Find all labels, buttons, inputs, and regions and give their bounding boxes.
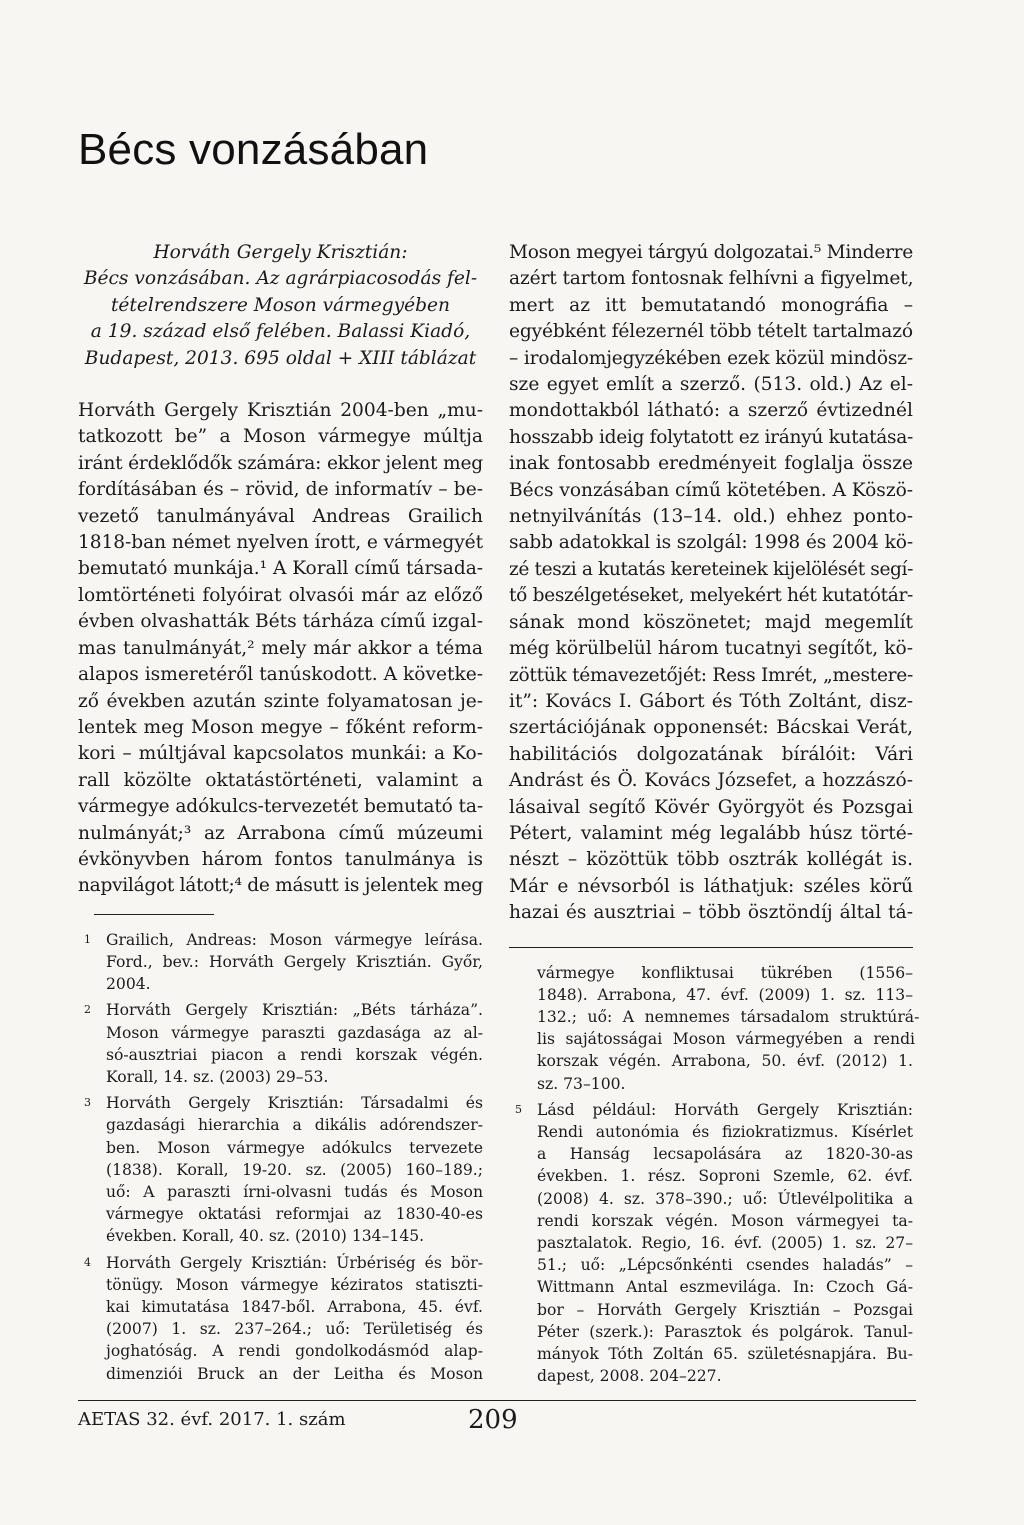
text-line: 1818-ban német nyelven írott, e vármegyét <box>78 532 483 554</box>
footnote-line: Horváth Gergely Krisztián: Társadalmi és <box>106 1094 483 1113</box>
footnote-line: só-ausztriai piacon a rendi korszak végén. <box>106 1045 483 1064</box>
footnote-line: Horváth Gergely Krisztián: Úrbériség és bör- <box>106 1253 483 1272</box>
text-line: sze egyet említ a szerző. (513. old.) Az el- <box>509 374 913 396</box>
footnote-line: pasztalatok. Regio, 16. évf. (2005) 1. sz. 27– <box>537 1234 913 1252</box>
footnote-number: 2 <box>84 1003 91 1017</box>
footnote-number: 3 <box>84 1096 91 1110</box>
text-line: zöttük témavezetőjét: Ress Imrét, „mestere- <box>509 664 913 686</box>
text-line: – irodalomjegyzékében ezek közül mindösz- <box>509 347 913 369</box>
text-line: fordításában és – rövid, de informatív – be- <box>78 479 483 501</box>
footnote-line: joghatóság. A rendi gondolkodásmód alap- <box>106 1342 483 1361</box>
footnote-line: 51.; uő: „Lépcsőnkénti csendes haladás” – <box>537 1256 913 1275</box>
footnote <box>78 1252 483 1385</box>
footnote-line: 132.; uő: A nemnemes társadalom struktúrá- <box>537 1007 920 1026</box>
footnote-line: Korall, 14. sz. (2003) 29–53. <box>106 1067 329 1086</box>
footnote-line: vármegye oktatási reformjai az 1830-40-es <box>106 1205 483 1224</box>
text-line: Andrást és Ö. Kovács Józsefet, a hozzászó- <box>509 770 913 792</box>
footnote-continuation <box>509 962 920 1095</box>
text-line: sának mond köszönetet; majd megemlít <box>509 611 913 633</box>
journal-info: AETAS 32. évf. 2017. 1. szám <box>78 1409 346 1430</box>
text-line: vármegye adókulcs-tervezetét bemutató ta- <box>78 796 483 818</box>
text-line: kori – múltjával kapcsolatos munkái: a Ko- <box>78 743 483 765</box>
citation-line: tételrendszere Moson vármegyében <box>110 294 451 316</box>
citation-line: Bécs vonzásában. Az agrárpiacosodás fel- <box>83 268 478 290</box>
text-line: szertációjának opponensét: Bácskai Verát, <box>509 717 913 739</box>
footnote-line: sz. 73–100. <box>537 1074 626 1093</box>
page-number: 209 <box>468 1405 518 1435</box>
footnote <box>509 1099 913 1388</box>
text-line: még körülbelül három tucatnyi segítőt, kö- <box>509 638 913 660</box>
text-line: mert az itt bemutatandó monográfia – <box>509 294 913 316</box>
footnote-line: Wittmann Antal eszmevilága. In: Czoch Gá- <box>537 1278 913 1297</box>
footnote-number: 4 <box>84 1255 91 1269</box>
footnote <box>78 929 483 996</box>
text-line: rall közölte oktatástörténeti, valamint a <box>78 769 483 791</box>
footnote-line: Péter (szerk.): Parasztok és polgárok. Tanul- <box>537 1322 913 1341</box>
text-line: Már e névsorból is láthatjuk: széles körű <box>509 875 913 897</box>
left-column <box>78 240 483 1389</box>
footnote-line: Ford., bev.: Horváth Gergely Krisztián. Győr, <box>106 952 483 971</box>
text-line: napvilágot látott;⁴ de másutt is jelentek meg <box>78 875 483 897</box>
text-line: lentek meg Moson megye – főként reform- <box>78 716 483 738</box>
text-line: ző években azután szinte folyamatosan je- <box>78 690 483 712</box>
footnote-line: mányok Tóth Zoltán 65. születésnapjára. Bu- <box>537 1345 913 1364</box>
text-line: mondottakból látható: a szerző évtizednél <box>509 400 913 422</box>
text-line: inak fontosabb eredményeit foglalja össze <box>509 453 913 475</box>
footnote-line: dapest, 2008. 204–227. <box>537 1367 722 1386</box>
right-column <box>509 240 920 1391</box>
footnote-line: Horváth Gergely Krisztián: „Béts tárháza”. <box>106 1001 483 1020</box>
footnote-line: vármegye konfliktusai tükrében (1556– <box>537 963 913 982</box>
footnote-divider <box>94 914 214 915</box>
text-line: sabb adatokkal is szolgál: 1998 és 2004 kö- <box>509 532 913 554</box>
text-line: vezető tanulmányával Andreas Grailich <box>78 505 483 527</box>
footnote-number: 1 <box>84 932 91 946</box>
citation-line: Budapest, 2013. 695 oldal + XIII táblázat <box>84 347 477 369</box>
text-line: nészt – közöttük több osztrák kollégát is. <box>509 849 913 871</box>
footnote-line: Grailich, Andreas: Moson vármegye leírása. <box>106 930 483 949</box>
footnote-line: uő: A paraszti írni-olvasni tudás és Moson <box>106 1182 483 1201</box>
footnote-line: Rendi autonómia és fiziokratizmus. Kísérlet <box>537 1122 913 1141</box>
footnote <box>78 999 483 1088</box>
footnote-line: években. Korall, 40. sz. (2010) 134–145. <box>106 1227 425 1246</box>
footnote <box>78 1092 483 1247</box>
page-title: Bécs vonzásában <box>78 125 429 174</box>
footnote-line: 2004. <box>106 975 151 994</box>
text-line: évkönyvben három fontos tanulmánya is <box>78 848 483 870</box>
page-footer <box>78 1400 916 1435</box>
text-line: Bécs vonzásában című kötetében. A Köszö- <box>509 479 913 501</box>
text-line: habilitációs dolgozatának bírálóit: Vári <box>509 743 913 765</box>
citation-line: Horváth Gergely Krisztián: <box>153 242 408 263</box>
text-line: alapos ismeretéről tanúskodott. A követke- <box>78 664 483 686</box>
text-line: évben olvashatták Béts tárháza című izgal- <box>78 611 483 633</box>
text-line: netnyilvánítás (13–14. old.) ehhez ponto- <box>509 506 913 528</box>
text-line: azért tartom fontosnak felhívni a figyelmet, <box>509 268 914 290</box>
footnote-line: (2007) 1. sz. 237–264.; uő: Területiség és <box>106 1320 483 1339</box>
text-line: Pétert, valamint még legalább húsz törté- <box>509 822 913 844</box>
text-line: zé teszi a kutatás kereteinek kijelölését segí- <box>509 558 913 580</box>
footnote-line: rendi korszak végén. Moson vármegyei ta- <box>537 1211 913 1230</box>
footnote-line: Moson vármegye paraszti gazdasága az al- <box>106 1023 483 1042</box>
text-line: Horváth Gergely Krisztián 2004-ben „mu- <box>78 400 483 422</box>
citation-line: a 19. század első felében. Balassi Kiadó, <box>90 321 471 343</box>
footnote-line: (2008) 4. sz. 378–390.; uő: Útlevélpolitika a <box>537 1189 913 1208</box>
footnote-number: 5 <box>515 1102 522 1116</box>
body-text-right <box>509 240 913 927</box>
book-citation <box>78 240 483 372</box>
text-line: tatkozott be” a Moson vármegye múltja <box>78 426 483 448</box>
text-line: Moson megyei tárgyú dolgozatai.⁵ Minderre <box>509 242 913 263</box>
text-line: bemutató munkája.¹ A Korall című társada- <box>78 558 483 580</box>
footnote-line: kai kimutatása 1847-ből. Arrabona, 45. évf. <box>106 1298 483 1316</box>
text-line: egyébként félezernél több tételt tartalmazó <box>509 321 913 343</box>
text-line: tő beszélgetéseket, melyekért hét kutatótár- <box>509 585 913 607</box>
text-line: lomtörténeti folyóirat olvasói már az előző <box>78 584 483 606</box>
text-line: hazai és ausztriai – több ösztöndíj által tá- <box>509 902 913 924</box>
footnote-line: korszak végén. Arrabona, 50. évf. (2012) 1. <box>537 1052 913 1071</box>
body-text-left <box>78 398 483 900</box>
text-line: iránt érdeklődők számára: ekkor jelent meg <box>78 452 483 474</box>
footnotes-right <box>509 962 920 1388</box>
footnote-line: lis sajátosságai Moson vármegyében a rendi <box>537 1030 916 1049</box>
footnote-line: (1838). Korall, 19-20. sz. (2005) 160–189.; <box>106 1160 483 1179</box>
text-line: lásaival segítő Kövér Györgyöt és Pozsgai <box>509 796 913 818</box>
footnote-line: gazdasági hierarchia a dikális adórendszer- <box>106 1116 483 1135</box>
footnote-line: 1848). Arrabona, 47. évf. (2009) 1. sz. 113– <box>537 985 913 1004</box>
footnotes-left <box>78 929 483 1385</box>
text-line: it”: Kovács I. Gábort és Tóth Zoltánt, disz- <box>509 690 913 712</box>
footnote-line: tönügy. Moson vármegye kéziratos statiszti- <box>106 1275 483 1294</box>
text-line: nulmányát;³ az Arrabona című múzeumi <box>78 822 483 844</box>
text-line: hosszabb ideig folytatott ez irányú kutatása- <box>509 426 913 448</box>
footnote-line: bor – Horváth Gergely Krisztián – Pozsgai <box>537 1300 913 1319</box>
footnote-line: években. 1. rész. Soproni Szemle, 62. évf. <box>537 1167 913 1186</box>
text-line: mas tanulmányát,² mely már akkor a téma <box>78 637 483 659</box>
footnote-line: ben. Moson vármegye adókulcs tervezete <box>106 1138 483 1157</box>
footnote-line: Lásd például: Horváth Gergely Krisztián: <box>537 1100 913 1119</box>
footnote-line: dimenziói Bruck an der Leitha és Moson <box>106 1364 483 1383</box>
footnote-line: a Hanság lecsapolására az 1820-30-as <box>537 1145 913 1164</box>
footnote-divider <box>509 947 913 948</box>
